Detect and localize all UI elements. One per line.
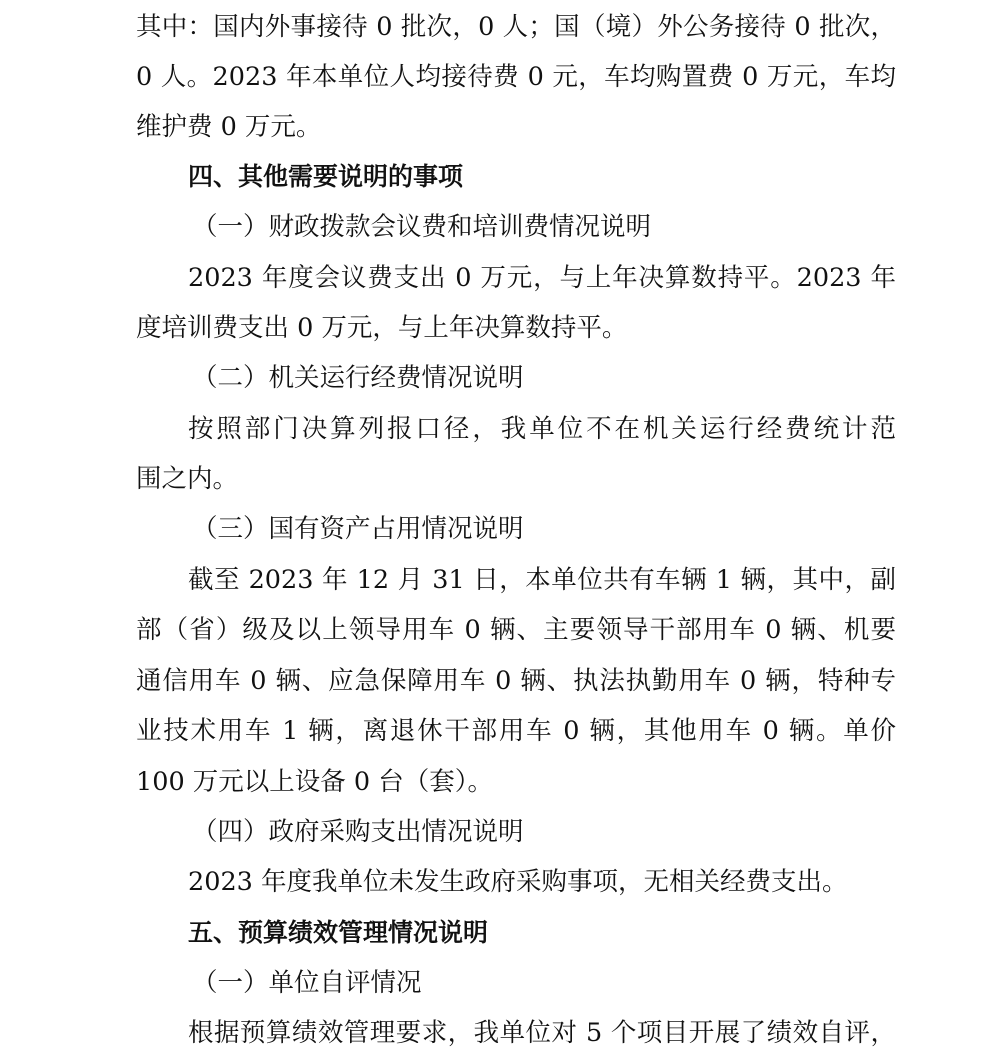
subsection-heading: （二）机关运行经费情况说明 — [192, 363, 524, 393]
section-heading: 五、预算绩效管理情况说明 — [188, 918, 489, 947]
text-line: 100 万元以上设备 0 台（套）。 — [136, 767, 493, 797]
text-line: 围之内。 — [136, 464, 239, 494]
subsection-heading: （一）单位自评情况 — [192, 968, 422, 998]
section-heading: 四、其他需要说明的事项 — [188, 162, 464, 191]
text-line: 其中：国内外事接待 0 批次，0 人；国（境）外公务接待 0 批次， — [136, 12, 896, 42]
text-line: 截至 2023 年 12 月 31 日，本单位共有车辆 1 辆，其中，副 — [188, 565, 896, 595]
subsection-heading: （一）财政拨款会议费和培训费情况说明 — [192, 212, 652, 242]
text-line: 2023 年度我单位未发生政府采购事项，无相关经费支出。 — [188, 867, 848, 897]
subsection-heading: （四）政府采购支出情况说明 — [192, 817, 524, 847]
text-line: 0 人。2023 年本单位人均接待费 0 元，车均购置费 0 万元，车均 — [136, 62, 896, 92]
subsection-heading: （三）国有资产占用情况说明 — [192, 514, 524, 544]
text-line: 按照部门决算列报口径，我单位不在机关运行经费统计范 — [188, 414, 896, 444]
text-line: 部（省）级及以上领导用车 0 辆、主要领导干部用车 0 辆、机要 — [136, 615, 896, 645]
text-line: 根据预算绩效管理要求，我单位对 5 个项目开展了绩效自评， — [188, 1018, 896, 1048]
text-line: 维护费 0 万元。 — [136, 112, 322, 142]
text-line: 度培训费支出 0 万元，与上年决算数持平。 — [136, 313, 628, 343]
text-line: 业技术用车 1 辆，离退休干部用车 0 辆，其他用车 0 辆。单价 — [136, 716, 896, 746]
text-line: 2023 年度会议费支出 0 万元，与上年决算数持平。2023 年 — [188, 263, 896, 293]
text-line: 通信用车 0 辆、应急保障用车 0 辆、执法执勤用车 0 辆，特种专 — [136, 666, 896, 696]
